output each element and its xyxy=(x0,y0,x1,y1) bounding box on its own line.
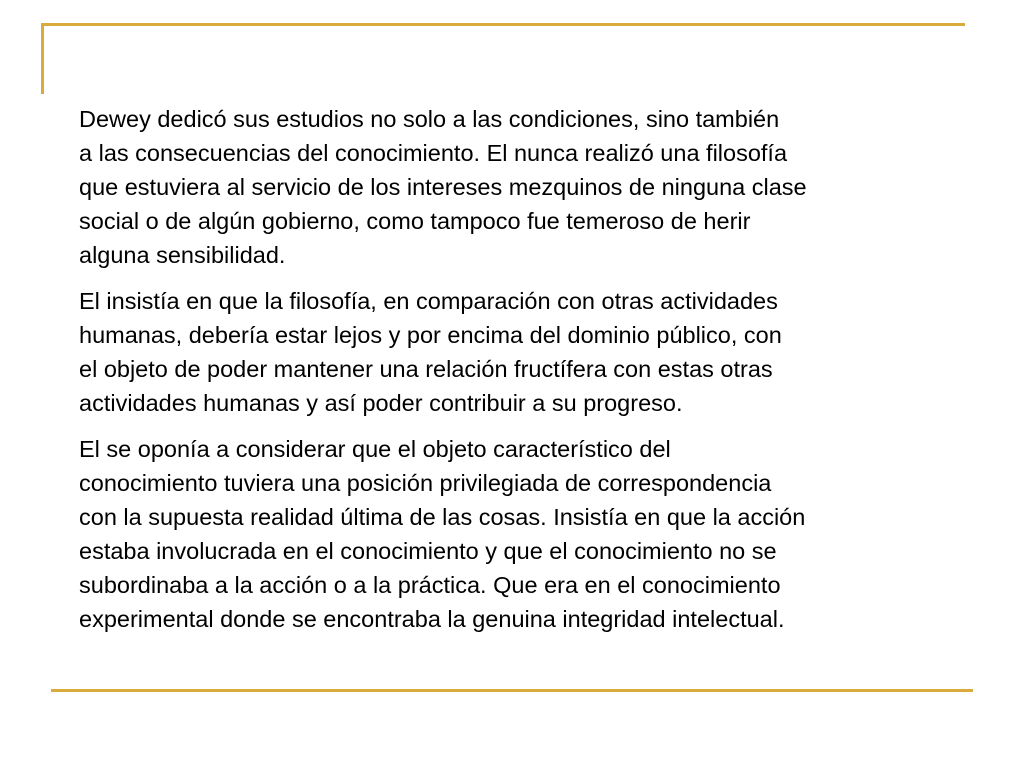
paragraph-2: El insistía en que la filosofía, en comparación con otras actividades humanas, debería estar lejos y por encima del dominio público, con el objeto de poder mantener una relación fructífera con estas otras actividades humanas y así poder contribuir a su progreso. xyxy=(79,288,782,416)
slide-body xyxy=(79,102,979,648)
top-accent-rule xyxy=(41,23,965,26)
paragraph-3: El se oponía a considerar que el objeto característico del conocimiento tuviera una posición privilegiada de correspondencia con la supuesta realidad última de las cosas. Insistía en que la acción estaba involucrada en el conocimiento y que el conocimiento no se subordinaba a la acción o a la práctica. Que era en el conocimiento experimental donde se encontraba la genuina integridad intelectual. xyxy=(79,436,806,632)
bottom-accent-rule xyxy=(51,689,973,692)
left-accent-rule xyxy=(41,23,44,94)
paragraph-1: Dewey dedicó sus estudios no solo a las condiciones, sino también a las consecuencias del conocimiento. El nunca realizó una filosofía que estuviera al servicio de los intereses mezquinos de ninguna clase social o de algún gobierno, como tampoco fue temeroso de herir alguna sensibilidad. xyxy=(79,106,807,268)
